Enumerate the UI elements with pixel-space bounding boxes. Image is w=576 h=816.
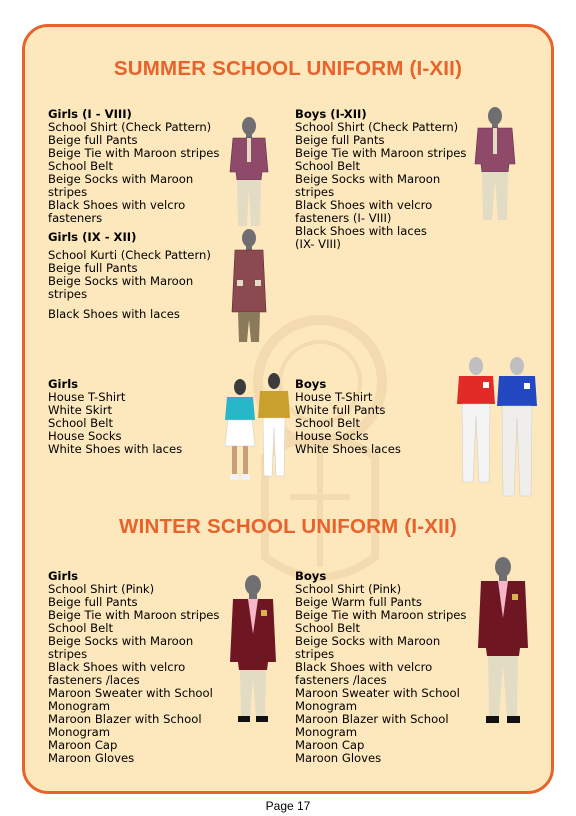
list-item: Maroon Gloves: [295, 751, 382, 765]
list-item: Maroon Blazer with School: [295, 712, 449, 726]
section-heading: Girls (IX - XII): [48, 230, 137, 244]
summer-girl-mannequin-figure: [226, 116, 272, 228]
house-girls-section: [48, 378, 182, 456]
list-item: stripes: [48, 185, 88, 199]
house-boy-blue-mannequin-figure: [496, 356, 538, 498]
list-item: stripes: [48, 287, 88, 301]
list-item: Black Shoes with velcro: [295, 660, 433, 674]
list-item: House T-Shirt: [48, 390, 126, 404]
list-item: School Belt: [48, 159, 114, 173]
list-item: Monogram: [48, 725, 111, 739]
section-heading: Girls (I - VIII): [48, 107, 132, 121]
list-item: House Socks: [48, 429, 122, 443]
list-item: Maroon Gloves: [48, 751, 135, 765]
list-item: (IX- VIII): [295, 237, 341, 251]
list-item: Beige full Pants: [295, 133, 385, 147]
section-heading: Girls: [48, 377, 79, 391]
list-item: Beige Tie with Maroon stripes: [295, 608, 467, 622]
list-item: School Kurti (Check Pattern): [48, 248, 211, 262]
list-item: Black Shoes with velcro: [48, 660, 186, 674]
winter-uniform-title: WINTER SCHOOL UNIFORM (I-XII): [119, 515, 457, 538]
list-item: School Belt: [295, 621, 361, 635]
list-item: Maroon Sweater with School: [48, 686, 213, 700]
list-item: Beige Tie with Maroon stripes: [48, 608, 220, 622]
list-item: Black Shoes with velcro: [48, 198, 186, 212]
summer-girls-primary-section: [48, 108, 219, 225]
list-item: stripes: [295, 185, 335, 199]
list-item: School Shirt (Pink): [295, 582, 402, 596]
house-girl-yellow-mannequin-figure: [257, 372, 291, 478]
list-item: White Shoes with laces: [48, 442, 183, 456]
summer-boy-mannequin-figure: [472, 106, 518, 222]
house-boys-section: [295, 378, 401, 456]
list-item: Maroon Blazer with School: [48, 712, 202, 726]
house-girl-mannequin-figure: [224, 378, 256, 482]
list-item: Beige full Pants: [48, 261, 138, 275]
list-item: stripes: [295, 647, 335, 661]
winter-boys-section: [295, 570, 466, 765]
list-item: White Shoes laces: [295, 442, 401, 456]
list-item: Beige Tie with Maroon stripes: [48, 146, 220, 160]
list-item: Beige Socks with Maroon: [48, 172, 194, 186]
list-item: Maroon Sweater with School: [295, 686, 460, 700]
list-item: School Shirt (Check Pattern): [295, 120, 459, 134]
list-item: School Belt: [48, 621, 114, 635]
list-item: Beige full Pants: [48, 133, 138, 147]
summer-boys-section: [295, 108, 466, 251]
list-item: Beige Warm full Pants: [295, 595, 422, 609]
list-item: Black Shoes with laces: [295, 224, 427, 238]
winter-boy-mannequin-figure: [476, 556, 530, 726]
section-heading: Girls: [48, 569, 79, 583]
list-item: stripes: [48, 647, 88, 661]
list-item: School Belt: [295, 159, 361, 173]
list-item: fasteners /laces: [48, 673, 140, 687]
list-item: School Belt: [295, 416, 361, 430]
list-item: House Socks: [295, 429, 369, 443]
list-item: School Shirt (Check Pattern): [48, 120, 212, 134]
list-item: fasteners (I- VIII): [295, 211, 392, 225]
winter-girl-mannequin-figure: [228, 574, 278, 726]
summer-girls-senior-section: [48, 231, 211, 321]
page-number: Page 17: [265, 799, 311, 813]
list-item: Beige Socks with Maroon: [48, 274, 194, 288]
list-item: House T-Shirt: [295, 390, 373, 404]
house-boy-red-mannequin-figure: [456, 356, 496, 486]
list-item: Monogram: [295, 699, 358, 713]
section-heading: Boys: [295, 569, 327, 583]
list-item: White full Pants: [295, 403, 386, 417]
list-item: Black Shoes with laces: [48, 307, 180, 321]
summer-girl-kurti-mannequin-figure: [228, 228, 270, 344]
list-item: Beige Tie with Maroon stripes: [295, 146, 467, 160]
list-item: Black Shoes with velcro: [295, 198, 433, 212]
section-heading: Boys: [295, 377, 327, 391]
list-item: fasteners /laces: [295, 673, 387, 687]
list-item: Maroon Cap: [48, 738, 118, 752]
section-heading: Boys (I-XII): [295, 107, 367, 121]
list-item: Beige Socks with Maroon: [295, 172, 441, 186]
list-item: Monogram: [48, 699, 111, 713]
list-item: Beige Socks with Maroon: [295, 634, 441, 648]
list-item: Beige full Pants: [48, 595, 138, 609]
list-item: White Skirt: [48, 403, 113, 417]
list-item: School Belt: [48, 416, 114, 430]
list-item: Beige Socks with Maroon: [48, 634, 194, 648]
list-item: Maroon Cap: [295, 738, 365, 752]
winter-girls-section: [48, 570, 219, 765]
list-item: Monogram: [295, 725, 358, 739]
list-item: fasteners: [48, 211, 103, 225]
list-item: School Shirt (Pink): [48, 582, 155, 596]
summer-uniform-title: SUMMER SCHOOL UNIFORM (I-XII): [113, 57, 463, 80]
